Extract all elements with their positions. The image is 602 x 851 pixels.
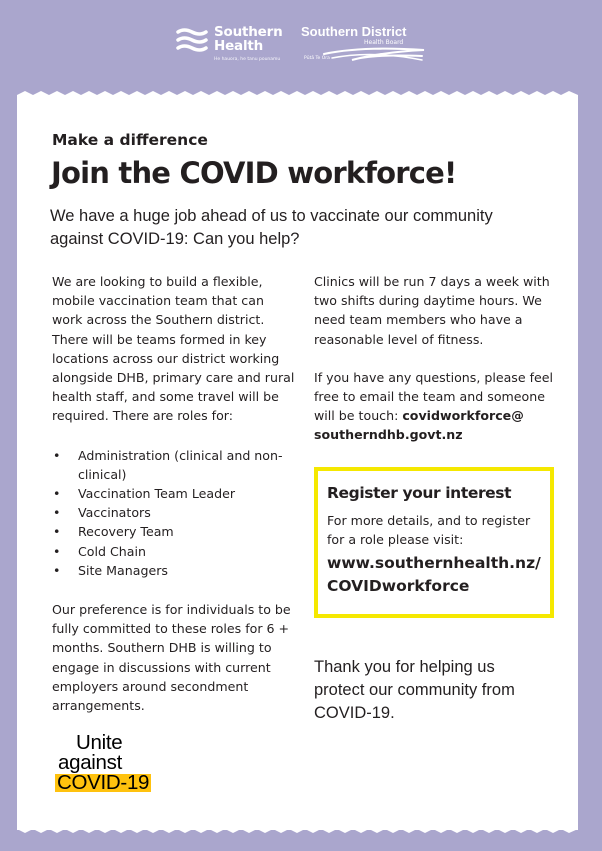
southern-health-tagline: He hauora, he tanu pounamu	[214, 57, 281, 62]
register-interest-box	[314, 467, 554, 618]
right-column	[314, 272, 564, 445]
southern-dhb-tagline: Pūtā Te Ora	[304, 56, 330, 61]
unite-line-2: against	[58, 751, 123, 774]
left-paragraph-1: We are looking to build a flexible, mobile vaccination team that can work across the Southern district. There will be teams formed in key locations across our district working alongside DHB, primary care and rural health staff, and some travel will be required. There are roles for:	[52, 274, 295, 424]
list-item: • Site Managers	[52, 561, 297, 580]
left-paragraph-2: Our preference is for individuals to be fully committed to these roles for 6 + months. Southern DHB is willing to engage in discussions with current employers around secondment arrangements.	[52, 602, 291, 714]
kicker-text: Make a difference	[52, 131, 208, 149]
contact-email-link[interactable]: covidworkforce@ southerndhb.govt.nz	[314, 408, 524, 443]
register-title: Register your interest	[327, 484, 512, 502]
register-body: For more details, and to register for a role please visit:	[327, 513, 531, 548]
header-logos	[0, 22, 602, 72]
card-serrated-bottom-edge	[17, 825, 578, 833]
left-column	[52, 272, 297, 715]
intro-text: We have a huge job ahead of us to vaccinate our community against COVID-19: Can you help?	[50, 207, 493, 248]
list-item: • Vaccinators	[52, 503, 297, 522]
register-url-link[interactable]: www.southernhealth.nz/ COVIDworkforce	[327, 554, 541, 596]
list-item: • Cold Chain	[52, 542, 297, 561]
unite-line-1: Unite	[76, 731, 123, 754]
unite-line-3: COVID-19	[57, 771, 150, 794]
contact-text: If you have any questions, please feel free to email the team and someone will be touch:	[314, 369, 554, 424]
list-item: • Recovery Team	[52, 522, 297, 541]
southern-dhb-subname: Health Board	[364, 39, 404, 46]
southern-health-wave-icon	[176, 28, 208, 54]
right-paragraph-1: Clinics will be run 7 days a week with two shifts during daytime hours. We need team members who have a reasonable level of fitness.	[314, 274, 550, 347]
southern-dhb-name: Southern District	[301, 24, 407, 39]
southern-dhb-swoosh-icon	[322, 44, 426, 64]
southern-health-logo	[176, 24, 288, 72]
southern-health-name: Southern Health	[214, 24, 283, 54]
thanks-text: Thank you for helping us protect our community from COVID-19.	[314, 658, 515, 722]
list-item: • Administration (clinical and non-clinical)	[52, 446, 297, 484]
list-item: • Vaccination Team Leader	[52, 484, 297, 503]
right-paragraph-2	[314, 368, 564, 445]
unite-against-covid-logo	[56, 733, 151, 793]
roles-list	[52, 446, 297, 580]
southern-dhb-logo	[300, 24, 428, 70]
page-title: Join the COVID workforce!	[51, 156, 457, 190]
